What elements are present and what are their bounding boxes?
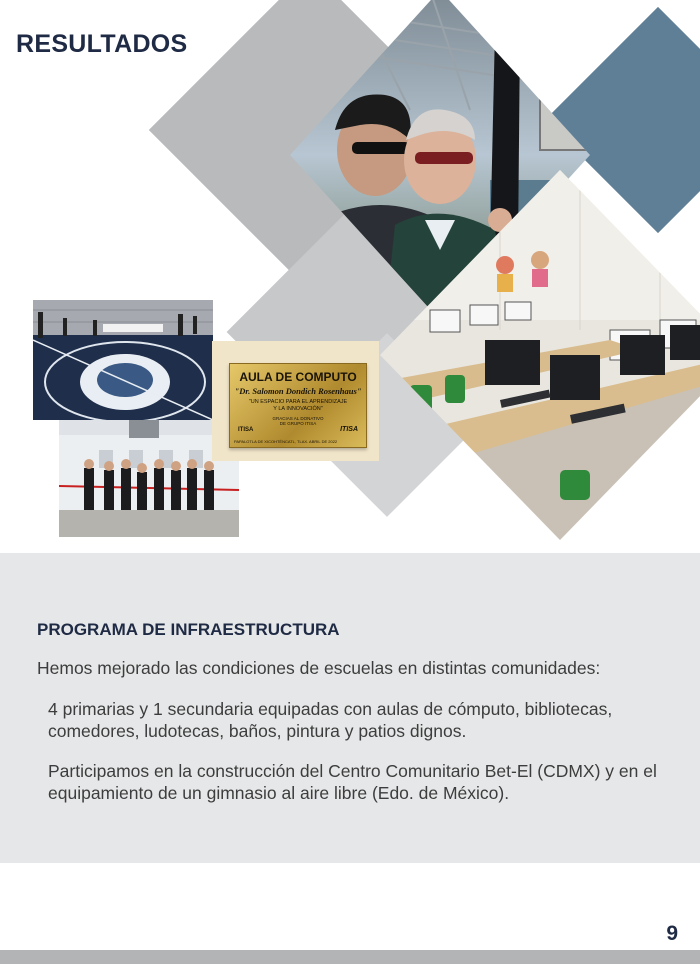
plaque-title: AULA DE COMPUTO (239, 370, 357, 384)
plaque-motto-line2: Y LA INNOVACIÓN" (273, 405, 323, 412)
itisa-logo-right: ITISA (340, 426, 358, 433)
sports-court-photo (33, 300, 213, 420)
section-title: PROGRAMA DE INFRAESTRUCTURA (37, 620, 340, 639)
plaque-thanks-line2: DE GRUPO ITISA (279, 421, 317, 426)
plaque-motto (230, 399, 366, 412)
paragraph-schools: 4 primarias y 1 secundaria equipadas con aulas de cómputo, bibliotecas, comedores, ludotecas, baños, pintura y patios dignos. (48, 699, 613, 741)
page-number: 9 (666, 922, 678, 945)
plaque-motto-line1: "UN ESPACIO PARA EL APRENDIZAJE (248, 399, 348, 405)
paragraph-community-center: Participamos en la construcción del Centro Comunitario Bet-El (CDMX) y en el equipamiento de un gimnasio al aire libre (Edo. de México). (48, 761, 657, 803)
plaque-name: "Dr. Salomon Dondich Rosenhaus" (234, 386, 362, 396)
plaque-photo (212, 341, 379, 461)
section-intro: Hemos mejorado las condiciones de escuelas en distintas comunidades: (37, 658, 601, 678)
footer-bar (0, 950, 700, 964)
plaque-footer: PAPALOTLA DE XICOHTÉNCATL, TLAX. ABRIL DE 2022 (234, 439, 338, 444)
plaque-thanks (230, 416, 366, 426)
itisa-logo-left: ITISA (238, 427, 254, 433)
plaque-thanks-line1: GRACIAS AL DONATIVO (272, 416, 324, 421)
page-title: RESULTADOS (16, 30, 188, 58)
commemorative-plaque (229, 363, 367, 448)
